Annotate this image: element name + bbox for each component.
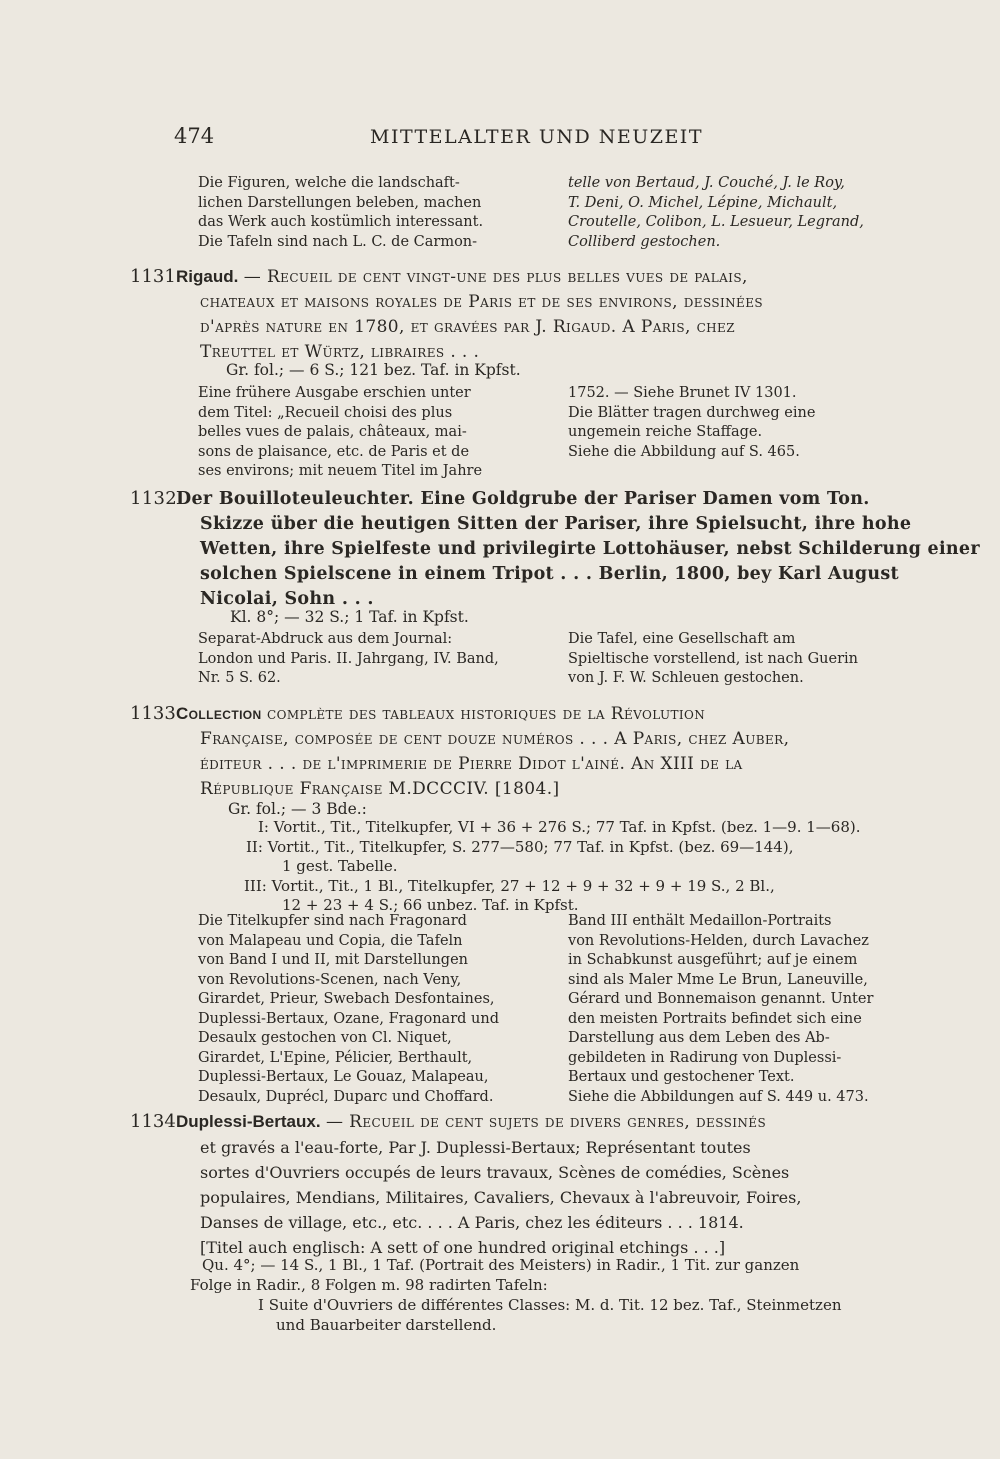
entry-1133 — [130, 701, 900, 802]
notes-left-column — [198, 630, 550, 689]
entry-title-line: Treuttel et Würtz, libraires . . . — [200, 342, 480, 362]
entry-title-line: sortes d'Ouvriers occupés de leurs travaux, Scènes de comédies, Scènes — [200, 1163, 790, 1182]
entry-title-line: éditeur . . . de l'imprimerie de Pierre Didot l'ainé. An XIII de la — [200, 754, 743, 774]
entry-title-line: Danses de village, etc., etc. . . . A Paris, chez les éditeurs . . . 1814. — [200, 1213, 744, 1232]
text-line: von J. F. W. Schleuen gestochen. — [568, 670, 804, 686]
entry-number: 1133 — [130, 703, 176, 724]
text-line: Eine frühere Ausgabe erschien unter — [198, 385, 471, 401]
text-line: den meisten Portraits befindet sich eine — [568, 1010, 862, 1027]
text-line: Die Tafeln sind nach L. C. de Carmon- — [198, 233, 478, 250]
text-line: Die Figuren, welche die landschaft- — [198, 175, 460, 191]
format-line: Folge in Radir., 8 Folgen m. 98 radirten Tafeln: — [190, 1275, 548, 1294]
text-line: von Malapeau und Copia, die Tafeln — [198, 932, 463, 949]
volume-line: 1 gest. Tabelle. — [282, 857, 398, 875]
continued-right-column — [568, 174, 894, 252]
text-line: in Schabkunst ausgeführt; auf je einem — [568, 952, 858, 968]
entry-format: Gr. fol.; — 6 S.; 121 bez. Taf. in Kpfst. — [226, 361, 521, 379]
entry-author: Rigaud. — [176, 267, 239, 286]
text-line: Siehe die Abbildungen auf S. 449 u. 473. — [568, 1088, 869, 1105]
sub-line: und Bauarbeiter darstellend. — [276, 1315, 497, 1334]
text-line: lichen Darstellungen beleben, machen — [198, 194, 482, 211]
text-line: Separat-Abdruck aus dem Journal: — [198, 631, 453, 647]
text-line: Desaulx, Duprécl, Duparc und Choffard. — [198, 1088, 494, 1105]
entry-title-line: Skizze über die heutigen Sitten der Pariser, ihre Spielsucht, ihre hohe — [200, 514, 912, 534]
volume-line: I: Vortit., Tit., Titelkupfer, VI + 36 + 276 S.; 77 Taf. in Kpfst. (bez. 1—9. 1—68). — [258, 818, 861, 836]
entry-title-line: Der Bouilloteuleuchter. Eine Goldgrube der Pariser Damen vom Ton. — [176, 489, 870, 509]
notes-right-column — [568, 630, 894, 689]
entry-title-line: chateaux et maisons royales de Paris et de ses environs, dessinées — [200, 292, 763, 312]
entry-title-line: solchen Spielscene in einem Tripot . . . Berlin, 1800, bey Karl August — [200, 564, 899, 584]
text-line: von Revolutions-Helden, durch Lavachez — [568, 932, 869, 949]
text-line: London und Paris. II. Jahrgang, IV. Band, — [198, 650, 499, 667]
text-line: 1752. — Siehe Brunet IV 1301. — [568, 385, 797, 401]
notes-left-column — [198, 912, 550, 1107]
entry-title-line: Wetten, ihre Spielfeste und privilegirte Lottohäuser, nebst Schilderung einer — [200, 539, 980, 559]
text-line: Duplessi-Bertaux, Le Gouaz, Malapeau, — [198, 1069, 489, 1085]
entry-title-line: Française, composée de cent douze numéros . . . A Paris, chez Auber, — [200, 729, 790, 749]
text-line: Nr. 5 S. 62. — [198, 670, 281, 686]
text-line: Die Blätter tragen durchweg eine — [568, 404, 816, 421]
entry-number: 1131 — [130, 266, 176, 287]
text-line: Desaulx gestochen von Cl. Niquet, — [198, 1030, 452, 1046]
sub-line: I Suite d'Ouvriers de différentes Classes: M. d. Tit. 12 bez. Taf., Steinmetzen — [258, 1296, 842, 1314]
text-line: Girardet, L'Epine, Pélicier, Berthault, — [198, 1049, 473, 1066]
entry-title-line: — Recueil de cent sujets de divers genres, dessinés — [325, 1112, 767, 1132]
entry-1134-sub — [258, 1296, 898, 1335]
text-line: ungemein reiche Staffage. — [568, 424, 763, 440]
entry-1132 — [130, 486, 980, 612]
text-line: von Band I und II, mit Darstellungen — [198, 952, 469, 968]
notes-right-column — [568, 912, 894, 1107]
notes-left-column — [198, 384, 550, 482]
entry-title-line: d'après nature en 1780, et gravées par J. Rigaud. A Paris, chez — [200, 317, 735, 337]
text-line: gebildeten in Radirung von Duplessi- — [568, 1049, 842, 1066]
volume-line: 12 + 23 + 4 S.; 66 unbez. Taf. in Kpfst. — [282, 896, 579, 914]
text-line: Darstellung aus dem Leben des Ab- — [568, 1030, 830, 1046]
entry-1134-format — [190, 1256, 890, 1295]
entry-1132-notes — [198, 630, 894, 689]
entry-1134 — [130, 1109, 900, 1260]
volume-list — [198, 818, 898, 916]
entry-title-line: République Française M.DCCCIV. [1804.] — [200, 779, 560, 799]
entry-number: 1134 — [130, 1111, 176, 1132]
entry-author: Collection — [176, 704, 262, 723]
format-line: Qu. 4°; — 14 S., 1 Bl., 1 Taf. (Portrait des Meisters) in Radir., 1 Tit. zur ganzen — [202, 1256, 800, 1274]
text-line: sind als Maler Mme Le Brun, Laneuville, — [568, 971, 868, 988]
entry-format: Kl. 8°; — 32 S.; 1 Taf. in Kpfst. — [230, 608, 469, 626]
text-line: telle von Bertaud, J. Couché, J. le Roy, — [568, 175, 845, 191]
text-line: Siehe die Abbildung auf S. 465. — [568, 443, 800, 460]
text-line: Croutelle, Colibon, L. Lesueur, Legrand, — [568, 214, 864, 230]
entry-title-line: complète des tableaux historiques de la Révolution — [267, 704, 706, 724]
text-line: belles vues de palais, châteaux, mai- — [198, 424, 467, 440]
entry-format: Gr. fol.; — 3 Bde.: — [228, 800, 367, 818]
text-line: Girardet, Prieur, Swebach Desfontaines, — [198, 991, 495, 1007]
volume-line: II: Vortit., Tit., Titelkupfer, S. 277—580; 77 Taf. in Kpfst. (bez. 69—144), — [246, 837, 794, 856]
entry-author: Duplessi-Bertaux. — [176, 1112, 321, 1131]
page-header — [174, 124, 894, 154]
text-line: Duplessi-Bertaux, Ozane, Fragonard und — [198, 1010, 499, 1027]
entry-title-line: populaires, Mendians, Militaires, Cavaliers, Chevaux à l'abreuvoir, Foires, — [200, 1188, 802, 1207]
running-head: MITTELALTER UND NEUZEIT — [370, 126, 703, 148]
volume-line: III: Vortit., Tit., 1 Bl., Titelkupfer, 27 + 12 + 9 + 32 + 9 + 19 S., 2 Bl., — [244, 876, 775, 895]
page-number: 474 — [174, 124, 215, 148]
text-line: dem Titel: „Recueil choisi des plus — [198, 404, 453, 421]
entry-title-line: Nicolai, Sohn . . . — [200, 589, 374, 609]
text-line: Spieltische vorstellend, ist nach Guerin — [568, 650, 858, 667]
text-line: Die Tafel, eine Gesellschaft am — [568, 631, 796, 647]
text-line: sons de plaisance, etc. de Paris et de — [198, 443, 470, 460]
text-line: Colliberd gestochen. — [568, 233, 721, 250]
entry-number: 1132 — [130, 488, 178, 509]
notes-right-column — [568, 384, 894, 482]
entry-1131 — [130, 264, 900, 365]
text-line: Bertaux und gestochener Text. — [568, 1069, 795, 1085]
text-line: T. Deni, O. Michel, Lépine, Michault, — [568, 194, 838, 211]
entry-title-line: [Titel auch englisch: A sett of one hundred original etchings . . .] — [200, 1238, 726, 1257]
continued-notes — [198, 174, 894, 252]
text-line: Gérard und Bonnemaison genannt. Unter — [568, 991, 874, 1007]
text-line: Band III enthält Medaillon-Portraits — [568, 913, 832, 929]
entry-1133-notes — [198, 912, 894, 1107]
continued-left-column — [198, 174, 550, 252]
entry-title-line: — Recueil de cent vingt-une des plus belles vues de palais, — [243, 267, 748, 287]
entry-title-line: et gravés a l'eau-forte, Par J. Duplessi-Bertaux; Représentant toutes — [200, 1138, 751, 1157]
entry-1131-notes — [198, 384, 894, 482]
text-line: von Revolutions-Scenen, nach Veny, — [198, 971, 462, 988]
text-line: das Werk auch kostümlich interessant. — [198, 214, 484, 230]
text-line: ses environs; mit neuem Titel im Jahre — [198, 463, 483, 479]
text-line: Die Titelkupfer sind nach Fragonard — [198, 913, 467, 929]
